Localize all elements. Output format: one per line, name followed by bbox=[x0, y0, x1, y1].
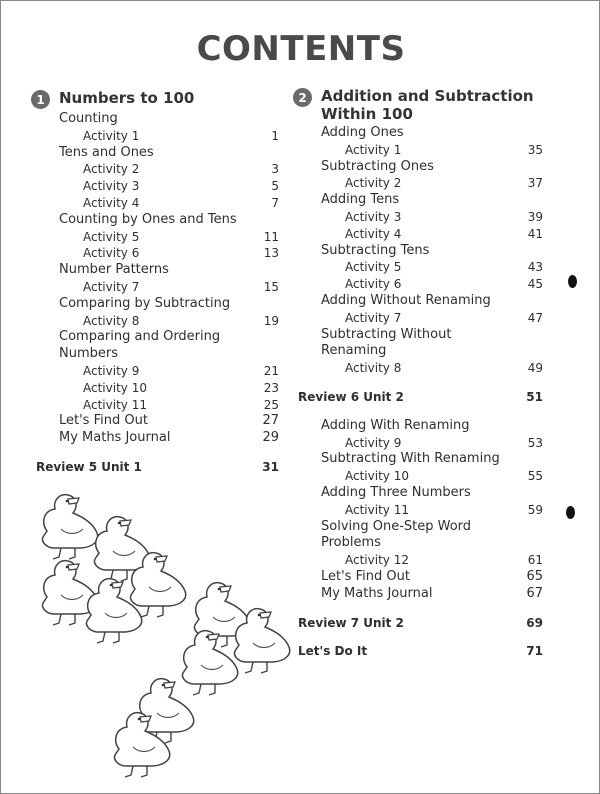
entry-label: Solving One-Step Word Problems bbox=[321, 518, 472, 551]
page-number: 37 bbox=[527, 176, 543, 191]
page-number: 7 bbox=[271, 195, 279, 210]
entry-label: Review 5 Unit 1 bbox=[36, 459, 142, 474]
topic-entry bbox=[293, 125, 543, 142]
page-number: 71 bbox=[526, 644, 543, 659]
activity-entry bbox=[31, 363, 279, 380]
entry-label: Renaming bbox=[321, 343, 387, 359]
entry-label: Let's Do It bbox=[298, 644, 368, 659]
entry-label: Let's Find Out bbox=[59, 413, 148, 429]
left-column bbox=[31, 89, 279, 476]
topic-entry bbox=[293, 569, 543, 586]
entry-label: Review 7 Unit 2 bbox=[298, 615, 404, 630]
page-number: 25 bbox=[263, 397, 279, 412]
page-number: 23 bbox=[263, 380, 279, 395]
page-number: 11 bbox=[263, 229, 279, 244]
entry-label: Activity 8 bbox=[345, 361, 402, 376]
entry-label: Adding Without Renaming bbox=[321, 292, 491, 308]
punch-hole-icon bbox=[566, 506, 575, 519]
activity-entry bbox=[31, 161, 279, 178]
entry-label: Comparing by Subtracting bbox=[59, 295, 231, 311]
entry-label: Activity 7 bbox=[83, 279, 140, 294]
activity-entry bbox=[293, 552, 543, 569]
topic-entry bbox=[293, 293, 543, 310]
page-number: 69 bbox=[526, 615, 543, 630]
page-number: 13 bbox=[263, 246, 279, 261]
topic-entry bbox=[293, 192, 543, 209]
entry-label: Tens and Ones bbox=[59, 144, 154, 160]
entry-label: Counting bbox=[59, 111, 118, 126]
entry-label: Activity 12 bbox=[345, 553, 409, 568]
activity-entry bbox=[31, 178, 279, 195]
page-number: 47 bbox=[527, 310, 543, 325]
page-number: 55 bbox=[527, 469, 543, 484]
activity-entry bbox=[293, 259, 543, 276]
topic-entry bbox=[31, 329, 279, 346]
page-number: 43 bbox=[527, 260, 543, 275]
topic-entry bbox=[293, 159, 543, 176]
entry-label: Activity 1 bbox=[345, 142, 402, 157]
activity-entry bbox=[293, 360, 543, 377]
topic-entry bbox=[31, 430, 279, 447]
activity-entry bbox=[31, 128, 279, 145]
unit-title-line-2: Within 100 bbox=[321, 105, 413, 123]
page-number: 53 bbox=[527, 435, 543, 450]
entry-label: Subtracting With Renaming bbox=[321, 451, 500, 467]
entry-label: Numbers bbox=[59, 346, 118, 362]
entry-label: Activity 4 bbox=[83, 195, 140, 210]
unit-1-header bbox=[31, 89, 279, 109]
entry-label: Activity 9 bbox=[83, 363, 140, 378]
entry-label: Number Patterns bbox=[59, 262, 169, 278]
entry-label: Activity 10 bbox=[345, 469, 409, 484]
topic-entry bbox=[293, 451, 543, 468]
topic-entry bbox=[31, 262, 279, 279]
entry-label: Activity 8 bbox=[83, 313, 140, 328]
entry-label: Counting by Ones and Tens bbox=[59, 211, 237, 227]
page-title: CONTENTS bbox=[196, 29, 406, 69]
page-number: 35 bbox=[527, 142, 543, 157]
topic-entry bbox=[293, 418, 543, 435]
activity-entry bbox=[31, 195, 279, 212]
review-entry bbox=[31, 459, 279, 476]
activity-entry bbox=[293, 276, 543, 293]
page-number: 3 bbox=[271, 162, 279, 177]
page-number: 49 bbox=[527, 361, 543, 376]
topic-entry bbox=[31, 296, 279, 313]
entry-label: Activity 2 bbox=[345, 176, 402, 191]
topic-entry bbox=[31, 212, 279, 229]
entry-label: Subtracting Tens bbox=[321, 242, 430, 258]
activity-entry bbox=[31, 397, 279, 414]
activity-entry bbox=[293, 175, 543, 192]
page-number: 1 bbox=[271, 128, 279, 143]
entry-label: Activity 1 bbox=[83, 128, 140, 143]
review-entry bbox=[293, 389, 543, 406]
page-number: 65 bbox=[526, 568, 543, 584]
topic-entry bbox=[31, 145, 279, 162]
activity-entry bbox=[293, 209, 543, 226]
activity-entry bbox=[31, 380, 279, 397]
page-number: 19 bbox=[263, 313, 279, 328]
activity-entry bbox=[293, 226, 543, 243]
entry-label: Activity 6 bbox=[83, 246, 140, 261]
spacer bbox=[293, 406, 543, 418]
page-number: 15 bbox=[263, 279, 279, 294]
entry-label: Activity 6 bbox=[345, 277, 402, 292]
entry-label: Review 6 Unit 2 bbox=[298, 389, 404, 404]
activity-entry bbox=[31, 245, 279, 262]
page-number: 61 bbox=[527, 553, 543, 568]
topic-entry bbox=[293, 485, 543, 502]
activity-entry bbox=[293, 468, 543, 485]
entry-label: Activity 7 bbox=[345, 310, 402, 325]
activity-entry bbox=[31, 229, 279, 246]
entry-label: Subtracting Ones bbox=[321, 158, 434, 174]
topic-entry bbox=[293, 519, 543, 553]
review-entry bbox=[293, 643, 543, 660]
entry-label: Adding Ones bbox=[321, 125, 404, 140]
page-number: 27 bbox=[262, 413, 279, 429]
topic-entry bbox=[293, 243, 543, 260]
topic-entry bbox=[31, 413, 279, 430]
page-number: 29 bbox=[262, 430, 279, 446]
entry-label: Adding With Renaming bbox=[321, 417, 470, 433]
unit-title bbox=[321, 87, 534, 123]
entry-label: Activity 3 bbox=[83, 179, 140, 194]
activity-entry bbox=[293, 310, 543, 327]
review-entry bbox=[293, 615, 543, 632]
page-number: 31 bbox=[262, 459, 279, 474]
unit-title: Numbers to 100 bbox=[59, 89, 195, 107]
page-number: 5 bbox=[271, 179, 279, 194]
punch-hole-icon bbox=[568, 275, 577, 288]
unit-number-badge: 1 bbox=[31, 90, 50, 109]
activity-entry bbox=[31, 313, 279, 330]
toc-list bbox=[293, 125, 543, 660]
entry-label: Subtracting Without bbox=[321, 326, 452, 342]
entry-label: My Maths Journal bbox=[59, 430, 171, 446]
page-number: 41 bbox=[527, 226, 543, 241]
page-number: 67 bbox=[526, 585, 543, 601]
unit-title-line-1: Addition and Subtraction bbox=[321, 87, 534, 105]
entry-label: Activity 5 bbox=[345, 260, 402, 275]
page-number: 45 bbox=[527, 277, 543, 292]
entry-label: My Maths Journal bbox=[321, 585, 433, 601]
page-number: 51 bbox=[526, 389, 543, 404]
entry-label: Adding Three Numbers bbox=[321, 484, 471, 500]
activity-entry bbox=[31, 279, 279, 296]
unit-2-header bbox=[293, 87, 543, 123]
entry-label: Activity 2 bbox=[83, 162, 140, 177]
ducks-illustration bbox=[29, 489, 299, 779]
activity-entry bbox=[293, 142, 543, 159]
topic-entry bbox=[293, 586, 543, 603]
entry-label: Activity 5 bbox=[83, 229, 140, 244]
entry-label: Activity 9 bbox=[345, 435, 402, 450]
page-number: 59 bbox=[527, 502, 543, 517]
right-column bbox=[293, 87, 543, 660]
activity-entry bbox=[293, 502, 543, 519]
page-number: 39 bbox=[527, 209, 543, 224]
topic-entry bbox=[293, 343, 543, 360]
unit-number-badge: 2 bbox=[293, 88, 312, 107]
entry-label: Comparing and Ordering bbox=[59, 329, 221, 345]
entry-label: Activity 3 bbox=[345, 209, 402, 224]
entry-label: Activity 10 bbox=[83, 380, 147, 395]
topic-entry bbox=[31, 111, 279, 128]
entry-label: Adding Tens bbox=[321, 192, 400, 208]
activity-entry bbox=[293, 435, 543, 452]
entry-label: Activity 4 bbox=[345, 226, 402, 241]
entry-label: Activity 11 bbox=[83, 397, 147, 412]
entry-label: Activity 11 bbox=[345, 502, 409, 517]
toc-list bbox=[31, 111, 279, 476]
entry-label: Let's Find Out bbox=[321, 568, 410, 584]
page-number: 21 bbox=[263, 363, 279, 378]
topic-entry bbox=[31, 346, 279, 363]
topic-entry bbox=[293, 327, 543, 344]
